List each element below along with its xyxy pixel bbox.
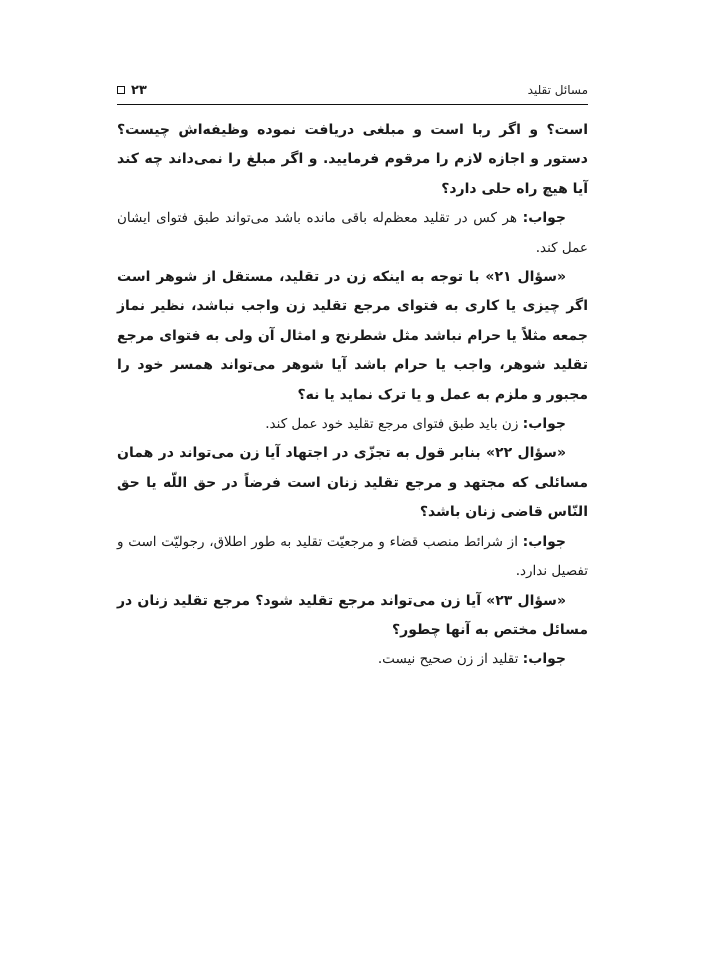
answer — [117, 528, 588, 587]
answer-text: هر کس در تقلید معظم‌له باقی مانده باشد می‌تواند طبق فتوای ایشان عمل کند. — [117, 210, 588, 256]
question-text: «سؤال ۲۳» آیا زن می‌تواند مرجع تقلید شود؟ مرجع تقلید زنان در مسائل مختص به آنها چطور؟ — [117, 592, 588, 638]
answer-text: زن باید طبق فتوای مرجع تقلید خود عمل کند. — [265, 416, 523, 433]
question — [117, 439, 588, 527]
answer — [117, 204, 588, 263]
question-continued — [117, 116, 588, 204]
answer-label: جواب: — [522, 416, 566, 433]
running-header — [117, 78, 588, 102]
question — [117, 587, 588, 646]
page-number-block — [117, 83, 147, 98]
answer — [117, 645, 588, 674]
header-rule — [117, 104, 588, 105]
question-text: است؟ و اگر ربا است و مبلغی دریافت نموده وظیفه‌اش چیست؟ دستور و اجازه لازم را مرقوم فرمایید. و اگر مبلغ را نمی‌داند چه کند آیا هیچ راه حلی دارد؟ — [117, 122, 588, 197]
answer-label: جواب: — [522, 651, 566, 668]
answer-label: جواب: — [522, 210, 566, 227]
page-body — [117, 116, 588, 675]
question — [117, 263, 588, 410]
answer-label: جواب: — [522, 533, 566, 550]
answer-text: از شرائط منصب قضاء و مرجعیّت تقلید به طور اطلاق، رجولیّت است و تفصیل ندارد. — [117, 533, 588, 580]
answer — [117, 410, 588, 439]
question-text: «سؤال ۲۱» با توجه به اینکه زن در تقلید، مستقل از شوهر است اگر چیزی یا کاری به فتوای مرجع تقلید زن واجب نباشد، نظیر نماز جمعه مثلاً یا حرام نباشد مثل شطرنج و امثال آن ولی به فتوای مرجع تقلید شوهر، واجب یا حرام باشد آیا شوهر می‌تواند همسر خود را مجبور و ملزم به عمل و یا ترک نماید یا نه؟ — [117, 269, 588, 403]
question-text: «سؤال ۲۲» بنابر قول به تجزّی در اجتهاد آیا زن می‌تواند در همان مسائلی که مجتهد و مرجع تقلید زنان است فرضاً در حق اللّه یا حق النّاس قاضی زنان باشد؟ — [117, 445, 588, 521]
answer-text: تقلید از زن صحیح نیست. — [377, 651, 523, 668]
header-title: مسائل تقلید — [527, 83, 588, 97]
square-box-icon — [117, 86, 125, 94]
page-number: ۲۳ — [131, 82, 147, 98]
